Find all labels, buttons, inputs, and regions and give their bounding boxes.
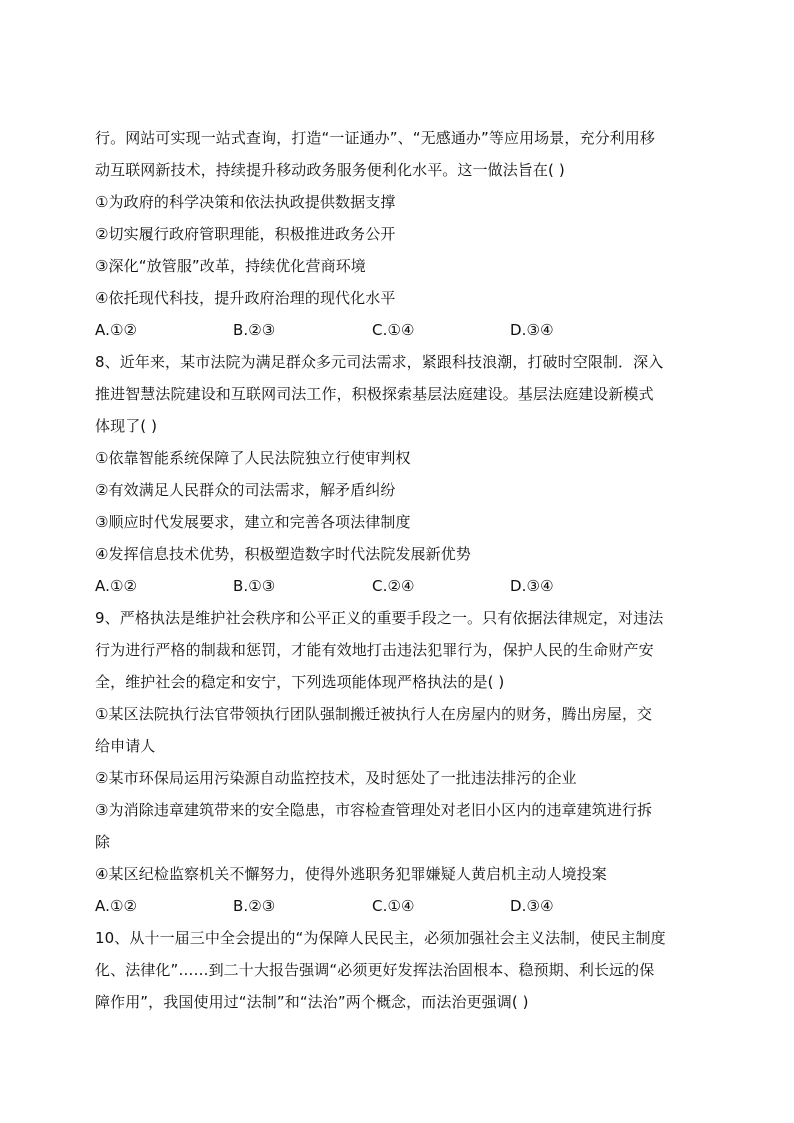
q8-statement-3: ③顺应时代发展要求，建立和完善各项法律制度 — [95, 513, 411, 531]
q10-stem-line-3: 障作用”，我国使用过“法制”和“法治”两个概念，而法治更强调( ) — [95, 993, 529, 1011]
q8-stem-line-3: 体现了( ) — [95, 417, 158, 435]
q9-statement-1-line-1: ①某区法院执行法官带领执行团队强制搬迁被执行人在房屋内的财务，腾出房屋，交 — [95, 705, 653, 723]
q7-statement-3: ③深化“放管服”改革，持续优化营商环境 — [95, 257, 366, 275]
q8-stem-line-1: 8、近年来，某市法院为满足群众多元司法需求，紧跟科技浪潮，打破时空限制．深入 — [95, 353, 664, 371]
q7-option-a: A.①② — [95, 321, 138, 339]
q9-statement-1-line-2: 给申请人 — [95, 737, 156, 755]
q9-stem-line-3: 全，维护社会的稳定和安宁，下列选项能体现严格执法的是( ) — [95, 673, 505, 691]
q7-option-d: D.③④ — [510, 321, 554, 339]
q8-option-d: D.③④ — [510, 577, 554, 595]
q9-option-a: A.①② — [95, 897, 138, 915]
q9-statement-3-line-1: ③为消除违章建筑带来的安全隐患，市容检查管理处对老旧小区内的违章建筑进行拆 — [95, 801, 653, 819]
q7-statement-2: ②切实履行政府管职理能，积极推进政务公开 — [95, 225, 396, 243]
q8-statement-4: ④发挥信息技术优势，积极塑造数字时代法院发展新优势 — [95, 545, 471, 563]
q9-stem-line-2: 行为进行严格的制裁和惩罚，才能有效地打击违法犯罪行为，保护人民的生命财产安 — [95, 641, 654, 659]
q7-statement-4: ④依托现代科技，提升政府治理的现代化水平 — [95, 289, 396, 307]
q9-options — [95, 890, 705, 922]
q9-option-c: C.①④ — [372, 897, 415, 915]
q8-stem-line-2: 推进智慧法院建设和互联网司法工作，积极探索基层法庭建设。基层法庭建设新模式 — [95, 385, 654, 403]
q8-option-b: B.①③ — [233, 577, 276, 595]
q10-stem-line-2: 化、法律化”……到二十大报告强调“必须更好发挥法治固根本、稳预期、利长远的保 — [95, 961, 655, 979]
question-text-block — [95, 122, 705, 1018]
q7-statement-1: ①为政府的科学决策和依法执政提供数据支撑 — [95, 193, 396, 211]
q7-options — [95, 314, 705, 346]
q8-option-c: C.②④ — [372, 577, 415, 595]
q9-option-b: B.②③ — [233, 897, 276, 915]
q8-options — [95, 570, 705, 602]
q9-option-d: D.③④ — [510, 897, 554, 915]
q9-statement-2: ②某市环保局运用污染源自动监控技术，及时惩处了一批违法排污的企业 — [95, 769, 577, 787]
q7-stem-line-2: 动互联网新技术，持续提升移动政务服务便利化水平。这一做法旨在( ) — [95, 161, 565, 179]
q7-stem-line-1: 行。网站可实现一站式查询，打造“一证通办”、“无感通办”等应用场景，充分利用移 — [95, 129, 655, 147]
q7-option-c: C.①④ — [372, 321, 415, 339]
q8-option-a: A.①② — [95, 577, 138, 595]
q8-statement-1: ①依靠智能系统保障了人民法院独立行使审判权 — [95, 449, 411, 467]
q7-option-b: B.②③ — [233, 321, 276, 339]
q8-statement-2: ②有效满足人民群众的司法需求，解矛盾纠纷 — [95, 481, 396, 499]
q9-statement-4: ④某区纪检监察机关不懈努力，使得外逃职务犯罪嫌疑人黄启机主动人境投案 — [95, 865, 607, 883]
q10-stem-line-1: 10、从十一届三中全会提出的“为保障人民民主，必须加强社会主义法制，使民主制度 — [95, 929, 666, 947]
q9-stem-line-1: 9、严格执法是维护社会秩序和公平正义的重要手段之一。只有依据法律规定，对违法 — [95, 609, 664, 627]
q9-statement-3-line-2: 除 — [95, 833, 111, 851]
